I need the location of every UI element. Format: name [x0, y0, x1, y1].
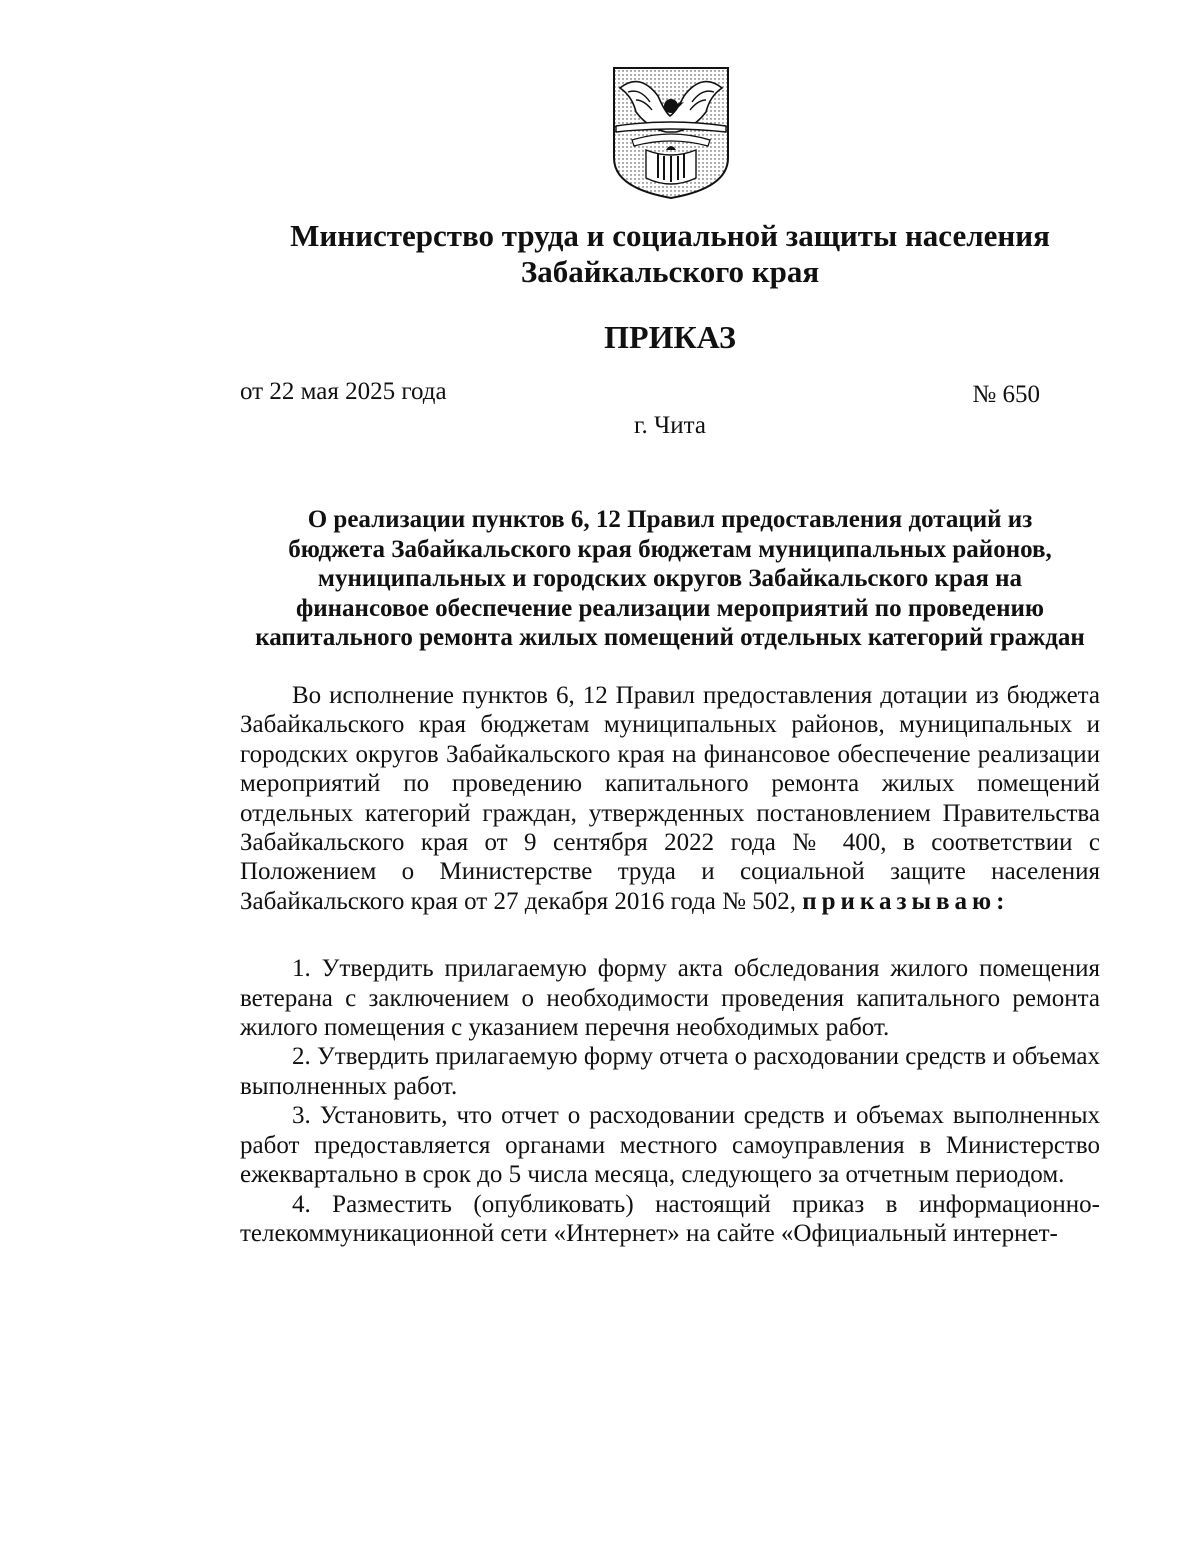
document-city: г. Чита	[634, 412, 706, 439]
document-subject	[240, 505, 1100, 653]
ministry-name-line2: Забайкальского края	[520, 254, 820, 289]
order-item: 3. Установить, что отчет о расходовании средств и объемах выполненных работ предоставляется органами местного самоуправления в Министерство ежеквартально в срок до 5 числа месяца, следующего за отчетным периодом.	[240, 1102, 1100, 1189]
coat-of-arms-emblem	[610, 66, 732, 200]
ministry-name-line1: Министерство труда и социальной защиты населения	[290, 218, 1050, 253]
order-item: 4. Разместить (опубликовать) настоящий приказ в информационно-телекоммуникационной сети «Интернет» на сайте «Официальный интернет-	[240, 1190, 1100, 1247]
preamble-text: Во исполнение пунктов 6, 12 Правил предоставления дотации из бюджета Забайкальского края бюджетам муниципальных районов, муниципальных и городских округов Забайкальского края на финансовое обеспечение реализации мероприятий по проведению капитального ремонта жилых помещений отдельных категорий граждан, утвержденных постановлением Правительства Забайкальского края от 9 сентября 2022 года № 400, в соответствии с Положением о Министерстве труда и социальной защите населения Забайкальского края от 27 декабря 2016 года № 502,	[240, 682, 1100, 915]
document-type: ПРИКАЗ	[604, 319, 736, 355]
order-item: 2. Утвердить прилагаемую форму отчета о расходовании средств и объемах выполненных работ.	[240, 1043, 1100, 1100]
subject-line: муниципальных и городских округов Забайкальского края на	[317, 565, 1023, 592]
document-date: от 22 мая 2025 года	[240, 378, 447, 405]
subject-line: капитального ремонта жилых помещений отдельных категорий граждан	[255, 624, 1085, 651]
ministry-name	[240, 218, 1100, 290]
document-body	[240, 681, 1100, 1248]
preamble-paragraph	[240, 681, 1100, 916]
subject-line: О реализации пунктов 6, 12 Правил предоставления дотаций из	[307, 506, 1033, 533]
order-word: приказываю:	[802, 887, 1010, 915]
order-item: 1. Утвердить прилагаемую форму акта обследования жилого помещения ветерана с заключением о необходимости проведения капитального ремонта жилого помещения с указанием перечня необходимых работ.	[240, 955, 1100, 1042]
subject-line: финансовое обеспечение реализации мероприятий по проведению	[295, 594, 1045, 622]
document-number: № 650	[972, 381, 1040, 408]
subject-line: бюджета Забайкальского края бюджетам муниципальных районов,	[288, 535, 1052, 563]
